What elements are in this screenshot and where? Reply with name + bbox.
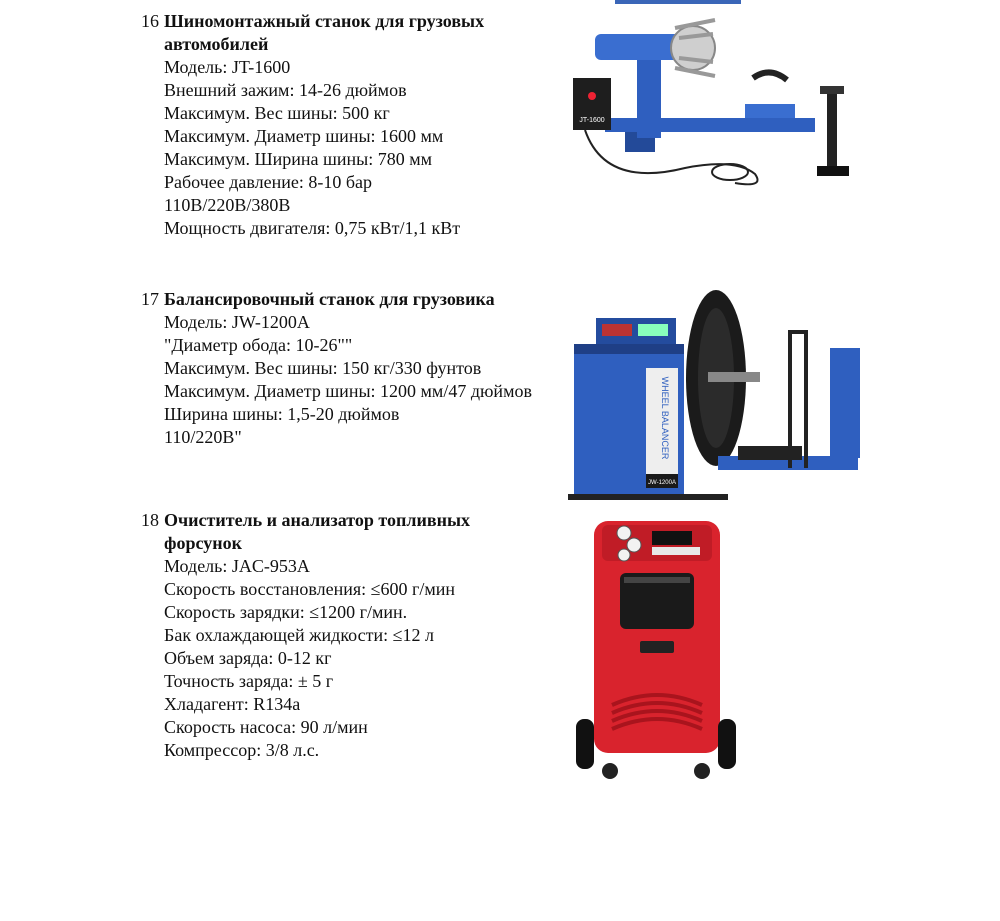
injector-cleaner-analyzer-image: [572, 515, 742, 785]
item-title: форсунок: [164, 533, 242, 553]
item-number: 18: [141, 510, 159, 530]
item-title: автомобилей: [164, 34, 269, 54]
spec-line: Максимум. Ширина шины: 780 мм: [164, 149, 433, 169]
model-label: JW-1200A: [648, 480, 676, 486]
item-number: 16: [141, 11, 159, 31]
spec-line: "Диаметр обода: 10-26"": [164, 335, 353, 355]
spec-line: Бак охлаждающей жидкости: ≤12 л: [164, 625, 434, 645]
item-17: [141, 288, 581, 449]
spec-line: Максимум. Диаметр шины: 1200 мм/47 дюймов: [164, 381, 532, 401]
spec-line: Мощность двигателя: 0,75 кВт/1,1 кВт: [164, 218, 461, 238]
model-label: JT-1600: [579, 117, 605, 124]
item-18: [141, 509, 581, 762]
spec-line: Скорость зарядки: ≤1200 г/мин.: [164, 602, 408, 622]
spec-line: Модель: JW-1200A: [164, 312, 310, 332]
spec-line: Модель: JT-1600: [164, 57, 291, 77]
panel-label: WHEEL BALANCER: [660, 376, 670, 460]
spec-line: Максимум. Вес шины: 500 кг: [164, 103, 390, 123]
spec-line: Максимум. Вес шины: 150 кг/330 фунтов: [164, 358, 482, 378]
spec-line: Хладагент: R134a: [164, 694, 301, 714]
spec-line: Скорость насоса: 90 л/мин: [164, 717, 368, 737]
spec-line: Точность заряда: ± 5 г: [164, 671, 334, 691]
spec-line: Объем заряда: 0-12 кг: [164, 648, 332, 668]
spec-line: Компрессор: 3/8 л.с.: [164, 740, 320, 760]
spec-line: Максимум. Диаметр шины: 1600 мм: [164, 126, 444, 146]
previous-image-edge: [615, 0, 741, 4]
truck-wheel-balancer-image: [568, 288, 868, 506]
spec-line: 110В/220В/380В: [164, 195, 291, 215]
item-title: Шиномонтажный станок для грузовых: [164, 11, 485, 31]
spec-line: Модель: JAC-953A: [164, 556, 310, 576]
spec-line: Ширина шины: 1,5-20 дюймов: [164, 404, 400, 424]
spec-line: Скорость восстановления: ≤600 г/мин: [164, 579, 456, 599]
item-title: Балансировочный станок для грузовика: [164, 289, 495, 309]
spec-line: Рабочее давление: 8-10 бар: [164, 172, 373, 192]
item-number: 17: [141, 289, 159, 309]
item-title: Очиститель и анализатор топливных: [164, 510, 471, 530]
truck-tire-changer-image: [565, 8, 865, 193]
item-16: [141, 10, 581, 240]
spec-line: 110/220В": [164, 427, 242, 447]
spec-line: Внешний зажим: 14-26 дюймов: [164, 80, 407, 100]
